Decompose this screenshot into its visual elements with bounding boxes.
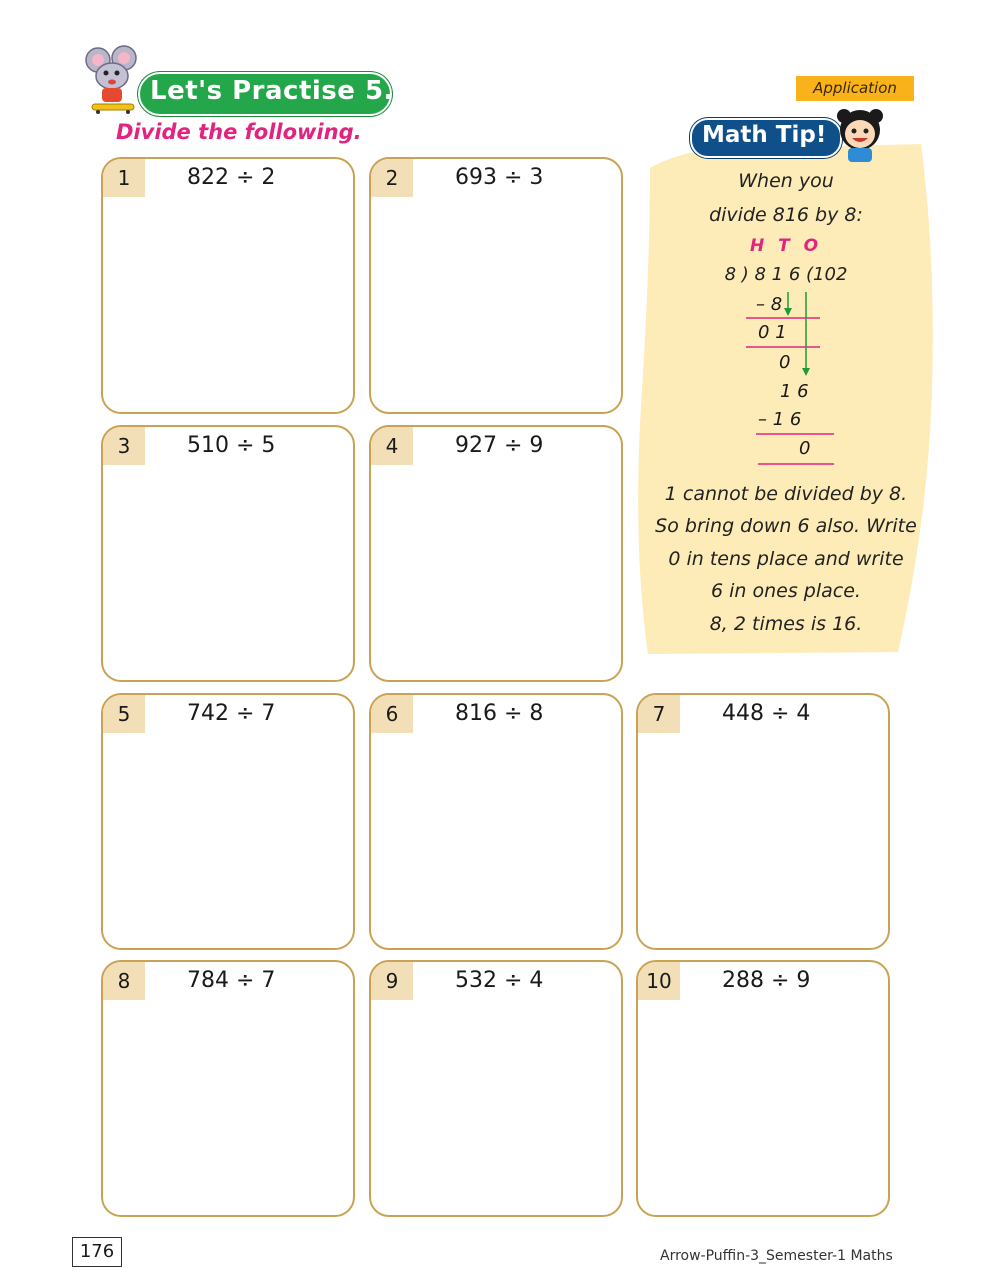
- section-title: Let's Practise 5.7: [150, 76, 413, 106]
- exercise-box-4[interactable]: [369, 425, 623, 682]
- exercise-box-8[interactable]: [101, 960, 355, 1217]
- tip-explanation-1: 1 cannot be divided by 8.: [664, 483, 908, 505]
- division-row-2: – 8: [756, 294, 783, 315]
- division-row-3: 0 1: [758, 322, 787, 343]
- tip-explanation-5: 8, 2 times is 16.: [709, 613, 863, 635]
- exercise-expression: 288 ÷ 9: [722, 968, 811, 993]
- division-row-5: 1 6: [780, 381, 809, 402]
- exercise-number: 3: [103, 427, 145, 465]
- exercise-expression: 510 ÷ 5: [187, 433, 276, 458]
- tip-explanation-2: So bring down 6 also. Write: [655, 515, 917, 537]
- exercise-expression: 448 ÷ 4: [722, 701, 811, 726]
- division-row-1: 8 ) 8 1 6 (102: [724, 264, 848, 285]
- division-row-4: 0: [779, 352, 791, 373]
- exercise-box-1[interactable]: [101, 157, 355, 414]
- tip-title: Math Tip!: [702, 122, 827, 148]
- exercise-number: 10: [638, 962, 680, 1000]
- exercise-expression: 693 ÷ 3: [455, 165, 544, 190]
- exercise-expression: 822 ÷ 2: [187, 165, 276, 190]
- page-number: 176: [72, 1237, 122, 1267]
- exercise-expression: 532 ÷ 4: [455, 968, 544, 993]
- exercise-number: 6: [371, 695, 413, 733]
- tip-explanation-3: 0 in tens place and write: [668, 548, 904, 570]
- exercise-box-7[interactable]: [636, 693, 890, 950]
- exercise-box-3[interactable]: [101, 425, 355, 682]
- exercise-number: 7: [638, 695, 680, 733]
- exercise-expression: 816 ÷ 8: [455, 701, 544, 726]
- exercise-number: 1: [103, 159, 145, 197]
- exercise-box-6[interactable]: [369, 693, 623, 950]
- division-row-6: – 1 6: [758, 409, 802, 430]
- exercise-expression: 742 ÷ 7: [187, 701, 276, 726]
- exercise-number: 8: [103, 962, 145, 1000]
- book-footer: Arrow-Puffin-3_Semester-1 Maths: [660, 1248, 893, 1264]
- tip-intro-line-1: When you: [738, 170, 834, 192]
- division-lines-and-arrows: [740, 286, 840, 466]
- exercise-box-2[interactable]: [369, 157, 623, 414]
- exercise-expression: 927 ÷ 9: [455, 433, 544, 458]
- exercise-number: 5: [103, 695, 145, 733]
- tip-explanation-4: 6 in ones place.: [711, 580, 861, 602]
- exercise-expression: 784 ÷ 7: [187, 968, 276, 993]
- division-row-7: 0: [799, 438, 811, 459]
- place-value-header: H T O: [749, 236, 823, 256]
- exercise-box-9[interactable]: [369, 960, 623, 1217]
- mouse-mascot-icon: [78, 44, 148, 114]
- exercise-number: 4: [371, 427, 413, 465]
- exercise-box-5[interactable]: [101, 693, 355, 950]
- instruction-text: Divide the following.: [116, 120, 362, 144]
- tip-intro-line-2: divide 816 by 8:: [709, 204, 863, 226]
- girl-mascot-icon: [830, 104, 890, 164]
- exercise-number: 9: [371, 962, 413, 1000]
- exercise-number: 2: [371, 159, 413, 197]
- application-badge: Application: [796, 76, 914, 101]
- exercise-box-10[interactable]: [636, 960, 890, 1217]
